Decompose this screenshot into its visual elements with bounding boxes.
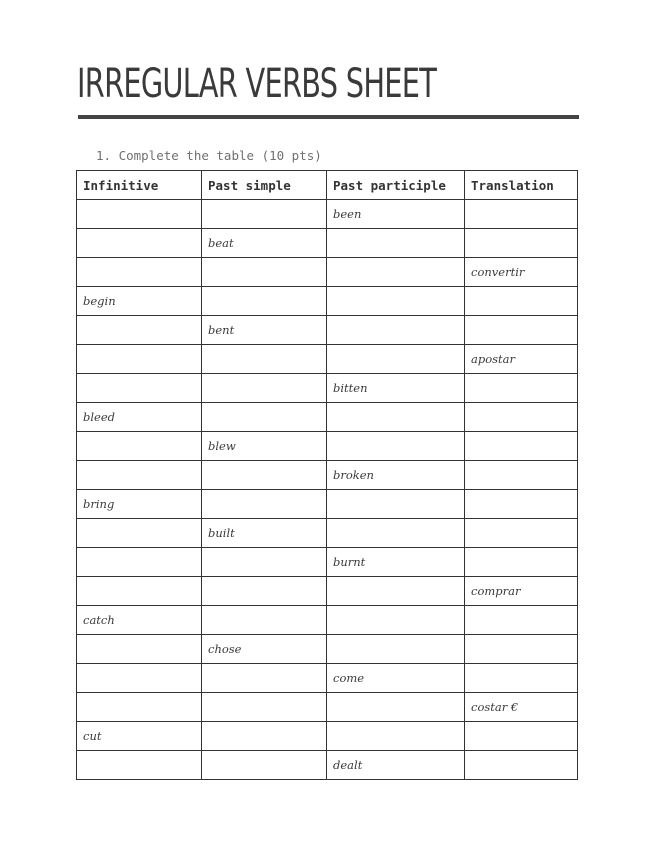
table-row [77,258,578,287]
cell-infinitive[interactable] [77,548,202,577]
cell-translation[interactable] [465,229,578,258]
cell-translation[interactable] [465,519,578,548]
cell-past-participle[interactable] [327,635,465,664]
cell-translation[interactable] [465,461,578,490]
table-row [77,519,578,548]
cell-infinitive: catch [77,606,202,635]
cell-past-participle[interactable] [327,229,465,258]
cell-translation: apostar [465,345,578,374]
cell-infinitive: begin [77,287,202,316]
cell-infinitive: bleed [77,403,202,432]
cell-infinitive[interactable] [77,519,202,548]
cell-past-participle[interactable] [327,606,465,635]
cell-past-simple[interactable] [202,403,327,432]
exercise-instruction: 1. Complete the table (10 pts) [96,148,322,163]
cell-translation[interactable] [465,403,578,432]
cell-past-participle[interactable] [327,258,465,287]
cell-past-simple[interactable] [202,577,327,606]
cell-infinitive: bring [77,490,202,519]
cell-infinitive[interactable] [77,316,202,345]
table-row [77,287,578,316]
cell-past-participle[interactable] [327,693,465,722]
cell-translation[interactable] [465,722,578,751]
cell-past-participle[interactable] [327,519,465,548]
table-row [77,403,578,432]
table-header-row [77,171,578,200]
cell-past-simple[interactable] [202,548,327,577]
cell-infinitive[interactable] [77,751,202,780]
cell-past-simple[interactable] [202,693,327,722]
cell-infinitive[interactable] [77,577,202,606]
cell-translation[interactable] [465,200,578,229]
cell-past-simple[interactable] [202,258,327,287]
table-row [77,374,578,403]
cell-past-participle[interactable] [327,316,465,345]
cell-translation: costar € [465,693,578,722]
page-title: IRREGULAR VERBS SHEET [77,61,437,107]
cell-past-simple[interactable] [202,461,327,490]
cell-infinitive[interactable] [77,432,202,461]
cell-infinitive[interactable] [77,229,202,258]
table-row [77,345,578,374]
cell-translation[interactable] [465,287,578,316]
cell-past-simple[interactable] [202,200,327,229]
cell-infinitive: cut [77,722,202,751]
cell-past-participle: bitten [327,374,465,403]
header-past-participle: Past participle [327,171,465,200]
title-underline [78,115,579,119]
cell-translation[interactable] [465,490,578,519]
table-body [77,200,578,780]
cell-past-participle[interactable] [327,490,465,519]
cell-translation[interactable] [465,606,578,635]
cell-past-participle: been [327,200,465,229]
header-infinitive: Infinitive [77,171,202,200]
table-row [77,606,578,635]
cell-past-simple: blew [202,432,327,461]
cell-infinitive[interactable] [77,200,202,229]
header-past-simple: Past simple [202,171,327,200]
table-row [77,200,578,229]
cell-past-participle: come [327,664,465,693]
cell-past-simple[interactable] [202,664,327,693]
table-row [77,548,578,577]
cell-past-participle: burnt [327,548,465,577]
cell-past-participle[interactable] [327,577,465,606]
cell-translation[interactable] [465,316,578,345]
cell-infinitive[interactable] [77,693,202,722]
table-row [77,664,578,693]
cell-past-simple[interactable] [202,751,327,780]
cell-translation[interactable] [465,635,578,664]
cell-infinitive[interactable] [77,374,202,403]
cell-past-simple[interactable] [202,722,327,751]
cell-translation: comprar [465,577,578,606]
cell-past-simple[interactable] [202,287,327,316]
table-row [77,229,578,258]
table-row [77,635,578,664]
cell-past-simple: chose [202,635,327,664]
table-row [77,316,578,345]
cell-past-participle[interactable] [327,287,465,316]
table-row [77,722,578,751]
cell-past-participle[interactable] [327,722,465,751]
table-row [77,577,578,606]
cell-past-simple[interactable] [202,374,327,403]
cell-past-participle[interactable] [327,403,465,432]
cell-past-participle: broken [327,461,465,490]
cell-past-simple[interactable] [202,345,327,374]
cell-translation[interactable] [465,548,578,577]
cell-past-participle: dealt [327,751,465,780]
cell-translation[interactable] [465,664,578,693]
cell-past-simple[interactable] [202,606,327,635]
cell-translation[interactable] [465,751,578,780]
cell-translation[interactable] [465,432,578,461]
cell-past-participle[interactable] [327,432,465,461]
cell-translation: convertir [465,258,578,287]
table-row [77,461,578,490]
cell-infinitive[interactable] [77,258,202,287]
header-translation: Translation [465,171,578,200]
table-row [77,693,578,722]
cell-past-participle[interactable] [327,345,465,374]
cell-infinitive[interactable] [77,461,202,490]
cell-infinitive[interactable] [77,664,202,693]
cell-past-simple[interactable] [202,490,327,519]
cell-infinitive[interactable] [77,635,202,664]
verbs-table [76,170,578,780]
table-row [77,751,578,780]
table-row [77,432,578,461]
cell-past-simple: bent [202,316,327,345]
cell-translation[interactable] [465,374,578,403]
table-row [77,490,578,519]
cell-past-simple: beat [202,229,327,258]
cell-past-simple: built [202,519,327,548]
cell-infinitive[interactable] [77,345,202,374]
